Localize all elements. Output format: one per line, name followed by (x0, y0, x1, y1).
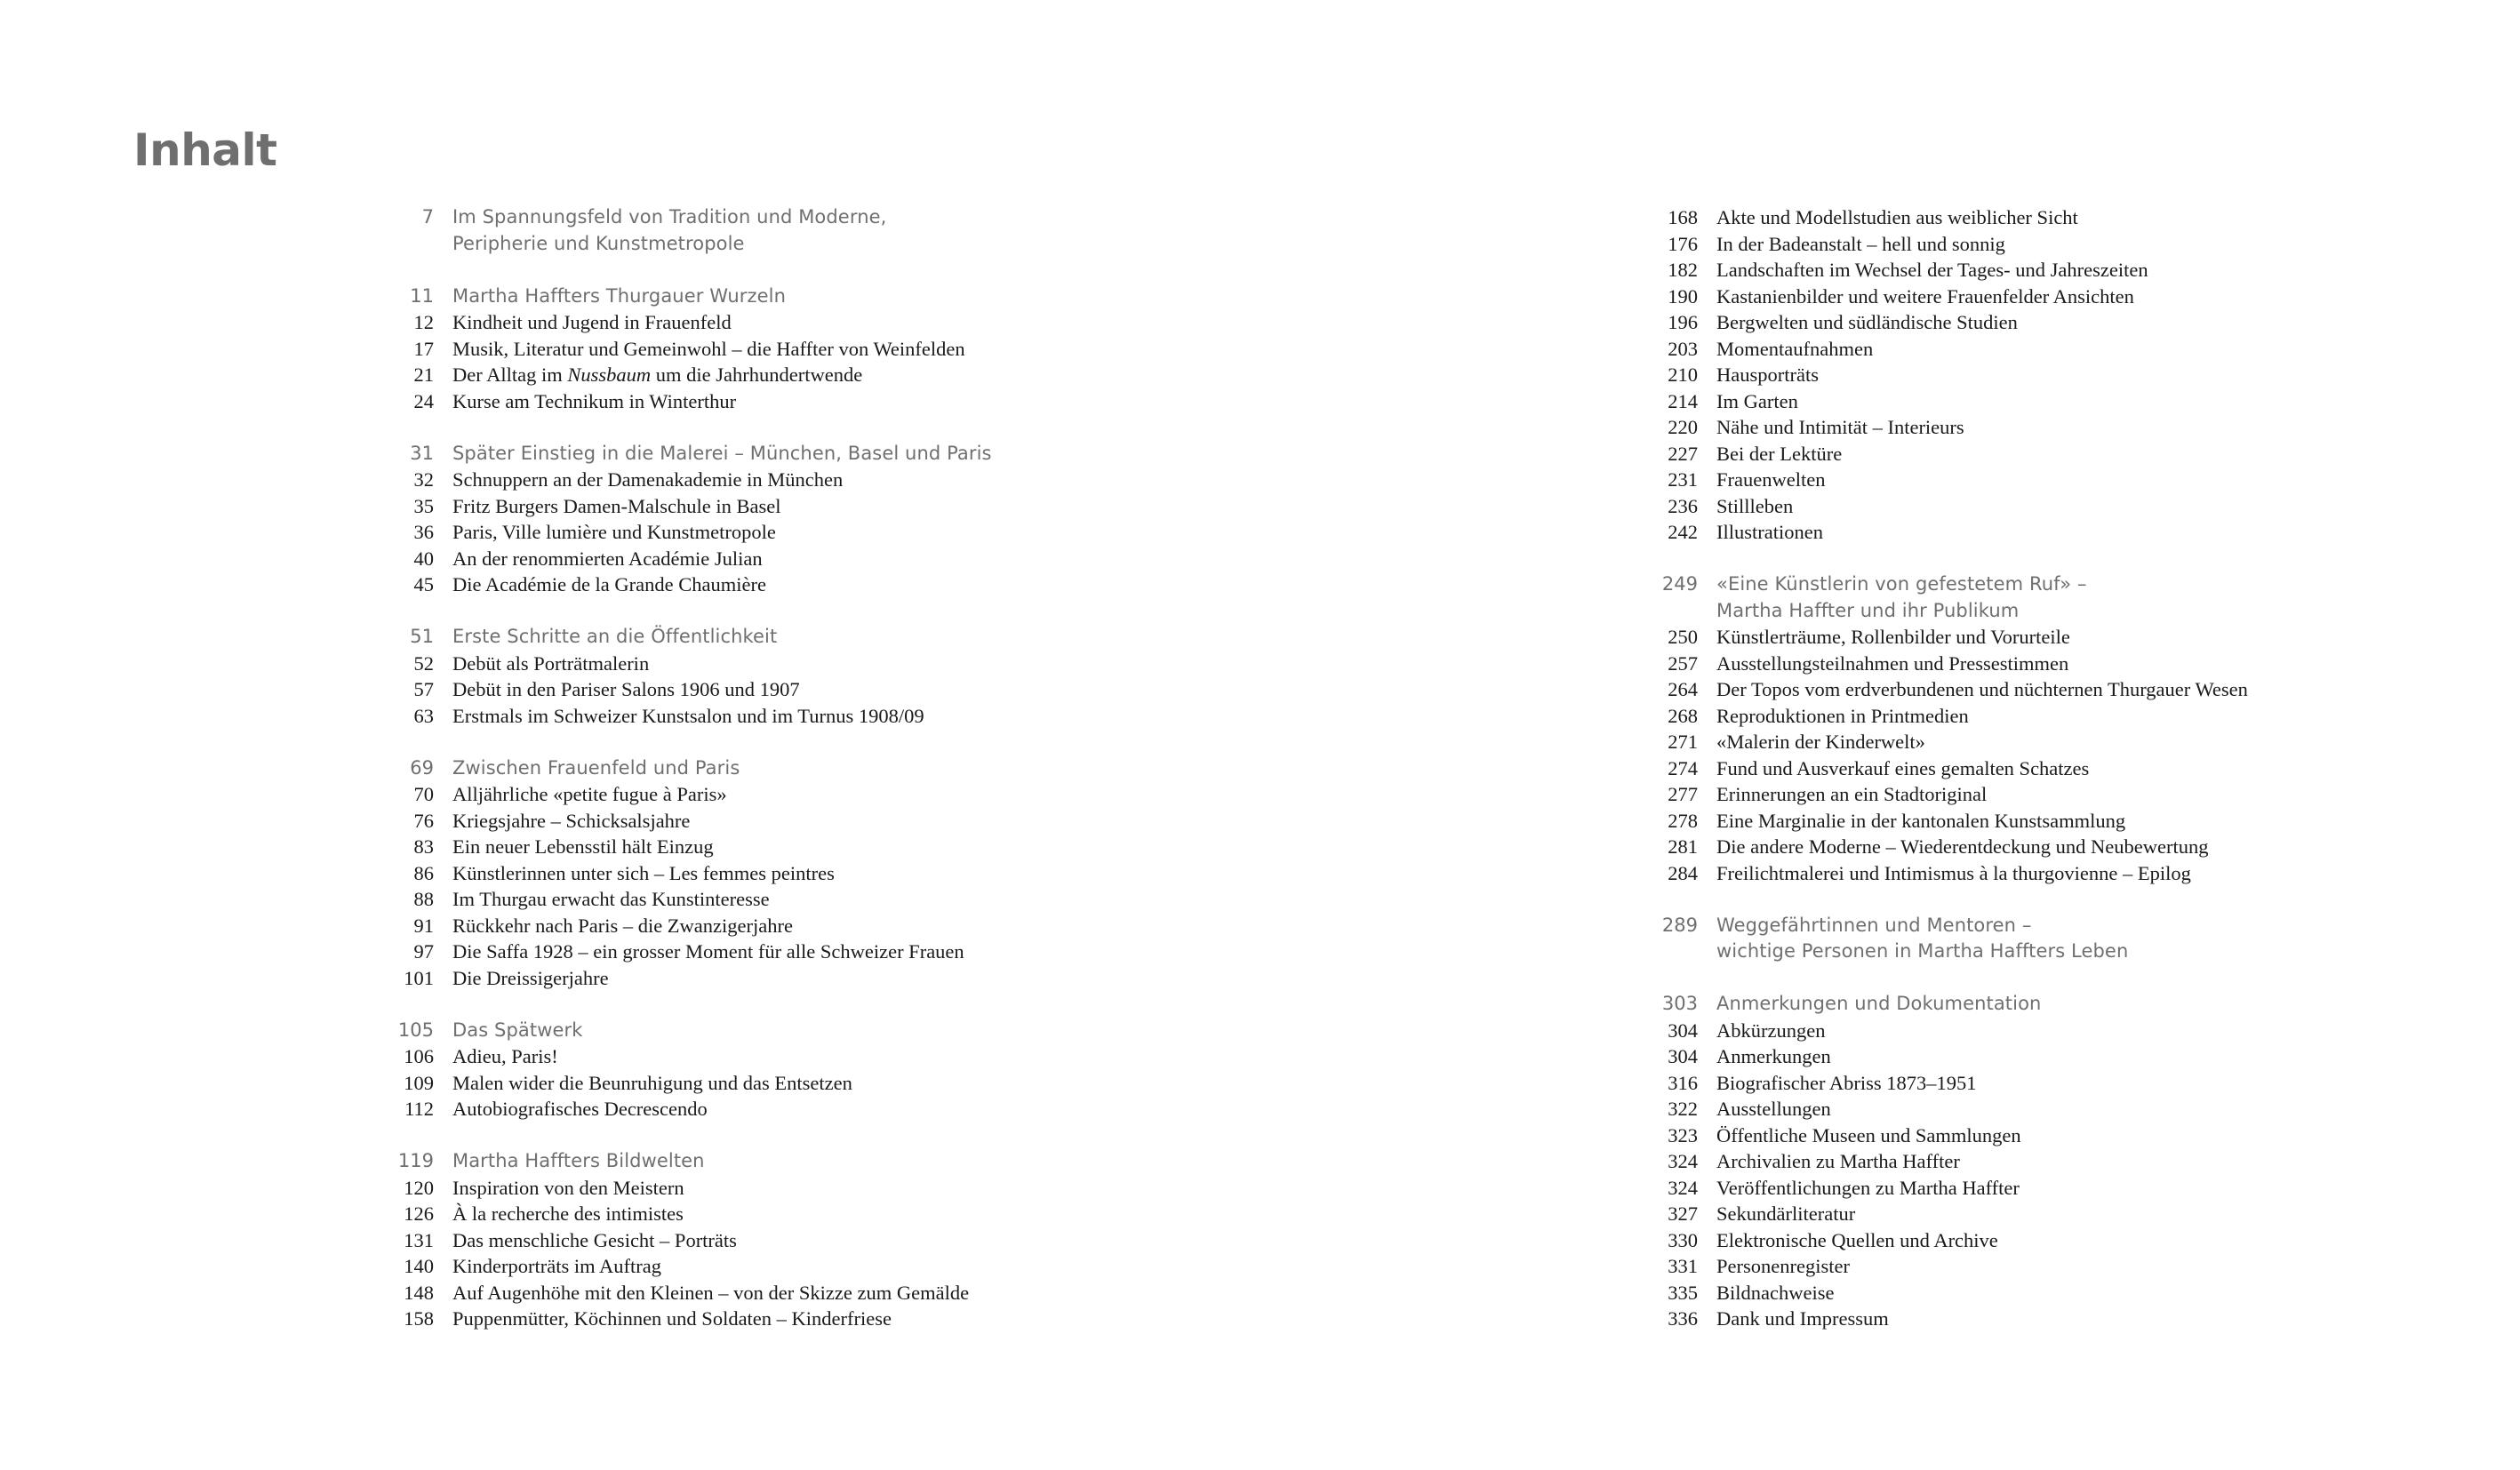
toc-entry[interactable] (1655, 651, 2248, 677)
toc-page-number: 303 (1661, 993, 1698, 1014)
toc-page-number: 335 (1668, 1281, 1698, 1304)
toc-page-number: 51 (410, 626, 434, 647)
toc-entry-text: Erstmals im Schweizer Kunstsalon und im Turnus 1908/09 (452, 704, 924, 727)
toc-page-number: 231 (1668, 468, 1698, 491)
toc-page-number: 31 (410, 442, 434, 464)
toc-entry[interactable] (1655, 624, 2248, 651)
toc-entry-text: Die Saffa 1928 – ein grosser Moment für alle Schweizer Frauen (452, 940, 964, 963)
toc-page-number: 196 (1668, 311, 1698, 333)
toc-entry[interactable] (391, 651, 992, 677)
toc-left-column (391, 204, 992, 1358)
toc-entry-text: Anmerkungen (1716, 1045, 1831, 1067)
toc-section (1655, 571, 2248, 886)
toc-page-number: 106 (404, 1045, 434, 1067)
toc-page-number: 63 (413, 704, 434, 727)
toc-page-number: 316 (1668, 1071, 1698, 1094)
toc-entry[interactable] (1655, 467, 2248, 493)
toc-page-number: 271 (1668, 731, 1698, 753)
toc-entry-text: Fund und Ausverkauf eines gemalten Schatzes (1716, 756, 2090, 779)
toc-page-number: 7 (421, 206, 434, 228)
toc-page-number: 86 (413, 861, 434, 884)
toc-entry[interactable] (1655, 781, 2248, 808)
toc-heading-text: Zwischen Frauenfeld und Paris (452, 756, 740, 779)
toc-entry-text: Momentaufnahmen (1716, 337, 1874, 360)
toc-page-number: 242 (1668, 521, 1698, 543)
toc-page-number: 76 (413, 809, 434, 832)
toc-section-heading[interactable] (391, 624, 992, 651)
toc-entry-text: Sekundärliteratur (1716, 1202, 1856, 1225)
toc-entry[interactable] (1655, 519, 2248, 546)
toc-section-heading[interactable] (391, 284, 992, 310)
toc-page-number: 105 (397, 1019, 434, 1041)
page-title: Inhalt (133, 124, 277, 176)
toc-entry-text: Kindheit und Jugend in Frauenfeld (452, 311, 732, 333)
toc-entry-text: Bergwelten und südländische Studien (1716, 311, 2018, 333)
toc-heading-text: Anmerkungen und Dokumentation (1716, 993, 2042, 1014)
toc-section (391, 441, 992, 598)
toc-section (391, 624, 992, 729)
toc-entry[interactable] (391, 1175, 992, 1202)
toc-entry[interactable] (391, 546, 992, 572)
toc-entry[interactable] (1655, 1280, 2248, 1306)
toc-entry[interactable] (1655, 1070, 2248, 1097)
toc-entry[interactable] (1655, 676, 2248, 703)
toc-entry[interactable] (391, 362, 992, 388)
toc-page-number: 214 (1668, 389, 1698, 412)
toc-page-number: 109 (404, 1071, 434, 1094)
toc-entry[interactable] (391, 309, 992, 336)
toc-entry[interactable] (391, 519, 992, 546)
toc-page-number: 250 (1668, 626, 1698, 648)
toc-entry-text: Elektronische Quellen und Archive (1716, 1228, 1998, 1251)
toc-page-number: 268 (1668, 704, 1698, 727)
toc-page-number: 289 (1661, 914, 1698, 936)
toc-entry[interactable] (391, 834, 992, 860)
toc-entry[interactable] (1655, 1201, 2248, 1227)
toc-page-number: 17 (413, 337, 434, 360)
toc-entry-text: Künstlerinnen unter sich – Les femmes peintres (452, 861, 835, 884)
toc-page-number: 158 (404, 1307, 434, 1330)
toc-page-number: 330 (1668, 1228, 1698, 1251)
toc-entry[interactable] (391, 1201, 992, 1227)
toc-entry[interactable] (1655, 1043, 2248, 1070)
toc-entry-text: Rückkehr nach Paris – die Zwanzigerjahre (452, 914, 793, 937)
toc-entry[interactable] (1655, 1096, 2248, 1122)
toc-section-heading[interactable] (391, 204, 992, 231)
toc-entry-text: Adieu, Paris! (452, 1045, 558, 1067)
toc-section-heading[interactable] (1655, 939, 2248, 965)
toc-entry[interactable] (1655, 1227, 2248, 1254)
toc-entry-text: Im Thurgau erwacht das Kunstinteresse (452, 888, 770, 910)
toc-page-number: 336 (1668, 1307, 1698, 1330)
toc-page-number: 24 (413, 389, 434, 412)
toc-page-number: 176 (1668, 232, 1698, 255)
toc-page-number: 203 (1668, 337, 1698, 360)
toc-entry[interactable] (391, 467, 992, 493)
toc-entry-text: Paris, Ville lumière und Kunstmetropole (452, 521, 776, 543)
toc-page-number: 101 (404, 966, 434, 989)
toc-entry[interactable] (1655, 414, 2248, 441)
toc-page-number: 327 (1668, 1202, 1698, 1225)
toc-page-number: 304 (1668, 1045, 1698, 1067)
toc-page-number: 249 (1661, 573, 1698, 595)
toc-page-number: 119 (397, 1150, 434, 1171)
toc-entry[interactable] (391, 808, 992, 835)
toc-page-number: 97 (413, 940, 434, 963)
toc-page-number: 40 (413, 547, 434, 570)
toc-entry-text-italic: Nussbaum (567, 364, 652, 386)
toc-section (391, 204, 992, 257)
toc-entry[interactable] (1655, 1175, 2248, 1202)
toc-entry[interactable] (1655, 362, 2248, 388)
toc-entry-text: An der renommierten Académie Julian (452, 547, 763, 570)
toc-entry[interactable] (1655, 309, 2248, 336)
toc-entry-text: Personenregister (1716, 1255, 1850, 1277)
toc-entry-text: Der Topos vom erdverbundenen und nüchternen Thurgauer Wesen (1716, 678, 2248, 700)
toc-entry[interactable] (1655, 1253, 2248, 1280)
toc-page-number: 304 (1668, 1019, 1698, 1042)
toc-entry-text: Eine Marginalie in der kantonalen Kunstsammlung (1716, 809, 2126, 832)
toc-entry-text: Autobiografisches Decrescendo (452, 1098, 708, 1120)
toc-entry[interactable] (391, 676, 992, 703)
toc-entry-text: Puppenmütter, Köchinnen und Soldaten – Kinderfriese (452, 1307, 892, 1330)
toc-entry-text: Debüt als Porträtmalerin (452, 651, 650, 675)
toc-entry[interactable] (391, 336, 992, 363)
toc-entry-text-part: um die Jahrhundertwende (651, 364, 863, 386)
toc-entry[interactable] (1655, 729, 2248, 755)
toc-page-number: 182 (1668, 259, 1698, 281)
toc-entry[interactable] (1655, 388, 2248, 415)
toc-page-number: 331 (1668, 1255, 1698, 1277)
toc-section (391, 284, 992, 415)
toc-page-number: 322 (1668, 1098, 1698, 1120)
toc-page-number: 277 (1668, 783, 1698, 805)
toc-entry-text: Ausstellungsteilnahmen und Pressestimmen (1716, 651, 2069, 675)
toc-entry[interactable] (391, 388, 992, 415)
toc-heading-text: Martha Haffter und ihr Publikum (1716, 599, 2020, 621)
toc-entry-text: Die Dreissigerjahre (452, 966, 609, 989)
toc-page-number: 281 (1668, 835, 1698, 858)
toc-page-number: 324 (1668, 1176, 1698, 1199)
toc-page-number: 220 (1668, 416, 1698, 438)
toc-entry-text: Dank und Impressum (1716, 1307, 1889, 1330)
toc-page-number: 236 (1668, 494, 1698, 517)
toc-entry-text: In der Badeanstalt – hell und sonnig (1716, 232, 2005, 255)
toc-entry-text: «Malerin der Kinderwelt» (1716, 731, 1925, 753)
toc-entry[interactable] (391, 939, 992, 965)
toc-page-number: 12 (413, 311, 434, 333)
toc-entry[interactable] (1655, 257, 2248, 284)
toc-entry[interactable] (391, 965, 992, 992)
toc-entry[interactable] (1655, 1306, 2248, 1332)
toc-page-number: 112 (404, 1098, 434, 1120)
toc-entry-text: Abkürzungen (1716, 1019, 1826, 1042)
toc-page-number: 35 (413, 494, 434, 517)
toc-section (1655, 204, 2248, 546)
toc-entry[interactable] (391, 1253, 992, 1280)
toc-heading-text: Weggefährtinnen und Mentoren – (1716, 914, 2032, 936)
toc-section (391, 1148, 992, 1332)
toc-entry[interactable] (1655, 1148, 2248, 1175)
toc-entry-text: Kastanienbilder und weitere Frauenfelder Ansichten (1716, 284, 2134, 308)
toc-entry-text: Stillleben (1716, 494, 1794, 517)
toc-entry[interactable] (391, 1280, 992, 1306)
toc-heading-text: Später Einstieg in die Malerei – München, Basel und Paris (452, 442, 992, 464)
toc-entry-text: Illustrationen (1716, 521, 1823, 543)
toc-entry-text: À la recherche des intimistes (452, 1202, 684, 1225)
toc-entry-text: Biografischer Abriss 1873–1951 (1716, 1071, 1977, 1094)
toc-entry[interactable] (1655, 441, 2248, 467)
toc-entry[interactable] (1655, 1122, 2248, 1149)
toc-entry-text: Alljährliche «petite fugue à Paris» (452, 783, 727, 805)
toc-entry-text: Musik, Literatur und Gemeinwohl – die Haffter von Weinfelden (452, 337, 965, 360)
toc-entry[interactable] (1655, 860, 2248, 887)
toc-section-heading[interactable] (1655, 913, 2248, 939)
toc-entry[interactable] (1655, 808, 2248, 835)
toc-entry[interactable] (1655, 231, 2248, 258)
toc-entry-text: Künstlerträume, Rollenbilder und Vorurteile (1716, 626, 2070, 648)
toc-entry-text: Die Académie de la Grande Chaumière (452, 573, 766, 595)
toc-entry[interactable] (1655, 755, 2248, 782)
toc-entry-text: Freilichtmalerei und Intimismus à la thurgovienne – Epilog (1716, 861, 2191, 884)
toc-section-heading[interactable] (1655, 571, 2248, 598)
toc-entry-text: Landschaften im Wechsel der Tages- und Jahreszeiten (1716, 259, 2148, 281)
toc-page-number: 36 (413, 521, 434, 543)
toc-entry-text: Kinderporträts im Auftrag (452, 1255, 661, 1277)
toc-section-heading[interactable] (391, 755, 992, 782)
toc-section-heading[interactable] (391, 1018, 992, 1044)
toc-page-number: 323 (1668, 1123, 1698, 1146)
toc-entry-text: Debüt in den Pariser Salons 1906 und 1907 (452, 678, 800, 700)
toc-entry-text: Ausstellungen (1716, 1098, 1831, 1120)
toc-entry-text: Ein neuer Lebensstil hält Einzug (452, 835, 714, 858)
toc-entry-text: Kurse am Technikum in Winterthur (452, 389, 737, 412)
toc-page-number: 45 (413, 573, 434, 595)
toc-entry[interactable] (391, 860, 992, 887)
toc-entry-text: Akte und Modellstudien aus weiblicher Sicht (1716, 206, 2078, 228)
toc-heading-text: Martha Haffters Bildwelten (452, 1150, 705, 1171)
toc-entry-text: Das menschliche Gesicht – Porträts (452, 1228, 737, 1251)
toc-entry[interactable] (391, 493, 992, 520)
toc-section-heading[interactable] (391, 231, 992, 258)
toc-entry-text: Frauenwelten (1716, 468, 1826, 491)
toc-heading-text: Erste Schritte an die Öffentlichkeit (452, 626, 778, 647)
toc-page-number: 278 (1668, 809, 1698, 832)
toc-heading-text: wichtige Personen in Martha Haffters Leben (1716, 940, 2129, 962)
toc-entry-text: Bildnachweise (1716, 1281, 1835, 1304)
toc-entry-text: Auf Augenhöhe mit den Kleinen – von der Skizze zum Gemälde (452, 1281, 970, 1304)
toc-heading-text: Peripherie und Kunstmetropole (452, 232, 745, 254)
toc-page-number: 190 (1668, 284, 1698, 308)
toc-entry[interactable] (391, 571, 992, 598)
toc-heading-text: «Eine Künstlerin von gefestetem Ruf» – (1716, 573, 2087, 595)
toc-entry[interactable] (1655, 834, 2248, 860)
toc-page-number: 88 (413, 888, 434, 910)
toc-page-number: 69 (410, 756, 434, 779)
toc-entry[interactable] (391, 1096, 992, 1122)
toc-entry[interactable] (391, 1043, 992, 1070)
toc-heading-text: Das Spätwerk (452, 1019, 583, 1041)
toc-page-number: 126 (404, 1202, 434, 1225)
toc-page-number: 148 (404, 1281, 434, 1304)
toc-page-number: 131 (404, 1228, 434, 1251)
toc-entry[interactable] (391, 913, 992, 939)
toc-page-number: 120 (404, 1176, 434, 1199)
toc-entry-text: Erinnerungen an ein Stadtoriginal (1716, 783, 1988, 805)
toc-entry-text: Hausporträts (1716, 364, 1819, 386)
toc-entry-text: Archivalien zu Martha Haffter (1716, 1150, 1960, 1172)
toc-entry[interactable] (391, 781, 992, 808)
toc-entry[interactable] (1655, 1018, 2248, 1044)
toc-entry-text: Kriegsjahre – Schicksalsjahre (452, 809, 691, 832)
toc-section-heading[interactable] (391, 441, 992, 467)
toc-entry[interactable] (391, 1306, 992, 1332)
toc-page-number: 227 (1668, 442, 1698, 465)
toc-entry-text: Inspiration von den Meistern (452, 1176, 684, 1199)
toc-right-column (1655, 204, 2248, 1358)
toc-page-number: 21 (413, 364, 434, 386)
toc-entry-text: Schnuppern an der Damenakademie in München (452, 468, 844, 491)
toc-entry[interactable] (391, 703, 992, 730)
toc-page-number: 264 (1668, 678, 1698, 700)
toc-entry-text: Bei der Lektüre (1716, 442, 1843, 465)
toc-page-number: 52 (413, 651, 434, 675)
toc-entry[interactable] (1655, 703, 2248, 730)
toc-entry-text: Nähe und Intimität – Interieurs (1716, 416, 1964, 438)
toc-heading-text: Im Spannungsfeld von Tradition und Moderne, (452, 206, 887, 228)
toc-entry[interactable] (1655, 204, 2248, 231)
toc-page-number: 274 (1668, 756, 1698, 779)
toc-section-heading[interactable] (1655, 598, 2248, 625)
toc-entry[interactable] (1655, 284, 2248, 310)
toc-heading-text: Martha Haffters Thurgauer Wurzeln (452, 284, 786, 307)
toc-entry-text: Die andere Moderne – Wiederentdeckung und Neubewertung (1716, 835, 2209, 858)
toc-page-number: 83 (413, 835, 434, 858)
toc-entry-text: Öffentliche Museen und Sammlungen (1716, 1123, 2021, 1146)
toc-page-number: 57 (413, 678, 434, 700)
toc-page-number: 257 (1668, 651, 1698, 675)
toc-page-number: 324 (1668, 1150, 1698, 1172)
toc-entry-text-part: Der Alltag im (452, 364, 568, 386)
toc-section (1655, 913, 2248, 965)
toc-entry[interactable] (391, 1070, 992, 1097)
toc-page-number: 210 (1668, 364, 1698, 386)
toc-page-number: 32 (413, 468, 434, 491)
toc-page-number: 140 (404, 1255, 434, 1277)
toc-entry[interactable] (391, 1227, 992, 1254)
toc-section-heading[interactable] (391, 1148, 992, 1175)
toc-entry[interactable] (1655, 336, 2248, 363)
toc-entry[interactable] (391, 886, 992, 913)
toc-page-number: 70 (413, 783, 434, 805)
toc-entry-text: Malen wider die Beunruhigung und das Entsetzen (452, 1071, 852, 1094)
toc-entry-text: Veröffentlichungen zu Martha Haffter (1716, 1176, 2020, 1199)
toc-page-number: 284 (1668, 861, 1698, 884)
toc-entry-text (452, 362, 862, 388)
toc-page-number: 168 (1668, 206, 1698, 228)
toc-section-heading[interactable] (1655, 991, 2248, 1018)
toc-page-number: 91 (413, 914, 434, 937)
toc-entry-text: Reproduktionen in Printmedien (1716, 704, 1969, 727)
toc-entry-text: Im Garten (1716, 389, 1798, 412)
toc-entry[interactable] (1655, 493, 2248, 520)
toc-page-number: 11 (410, 284, 434, 307)
toc-section (391, 1018, 992, 1122)
toc-section (391, 755, 992, 992)
toc-section (1655, 991, 2248, 1332)
toc-entry-text: Fritz Burgers Damen-Malschule in Basel (452, 494, 781, 517)
